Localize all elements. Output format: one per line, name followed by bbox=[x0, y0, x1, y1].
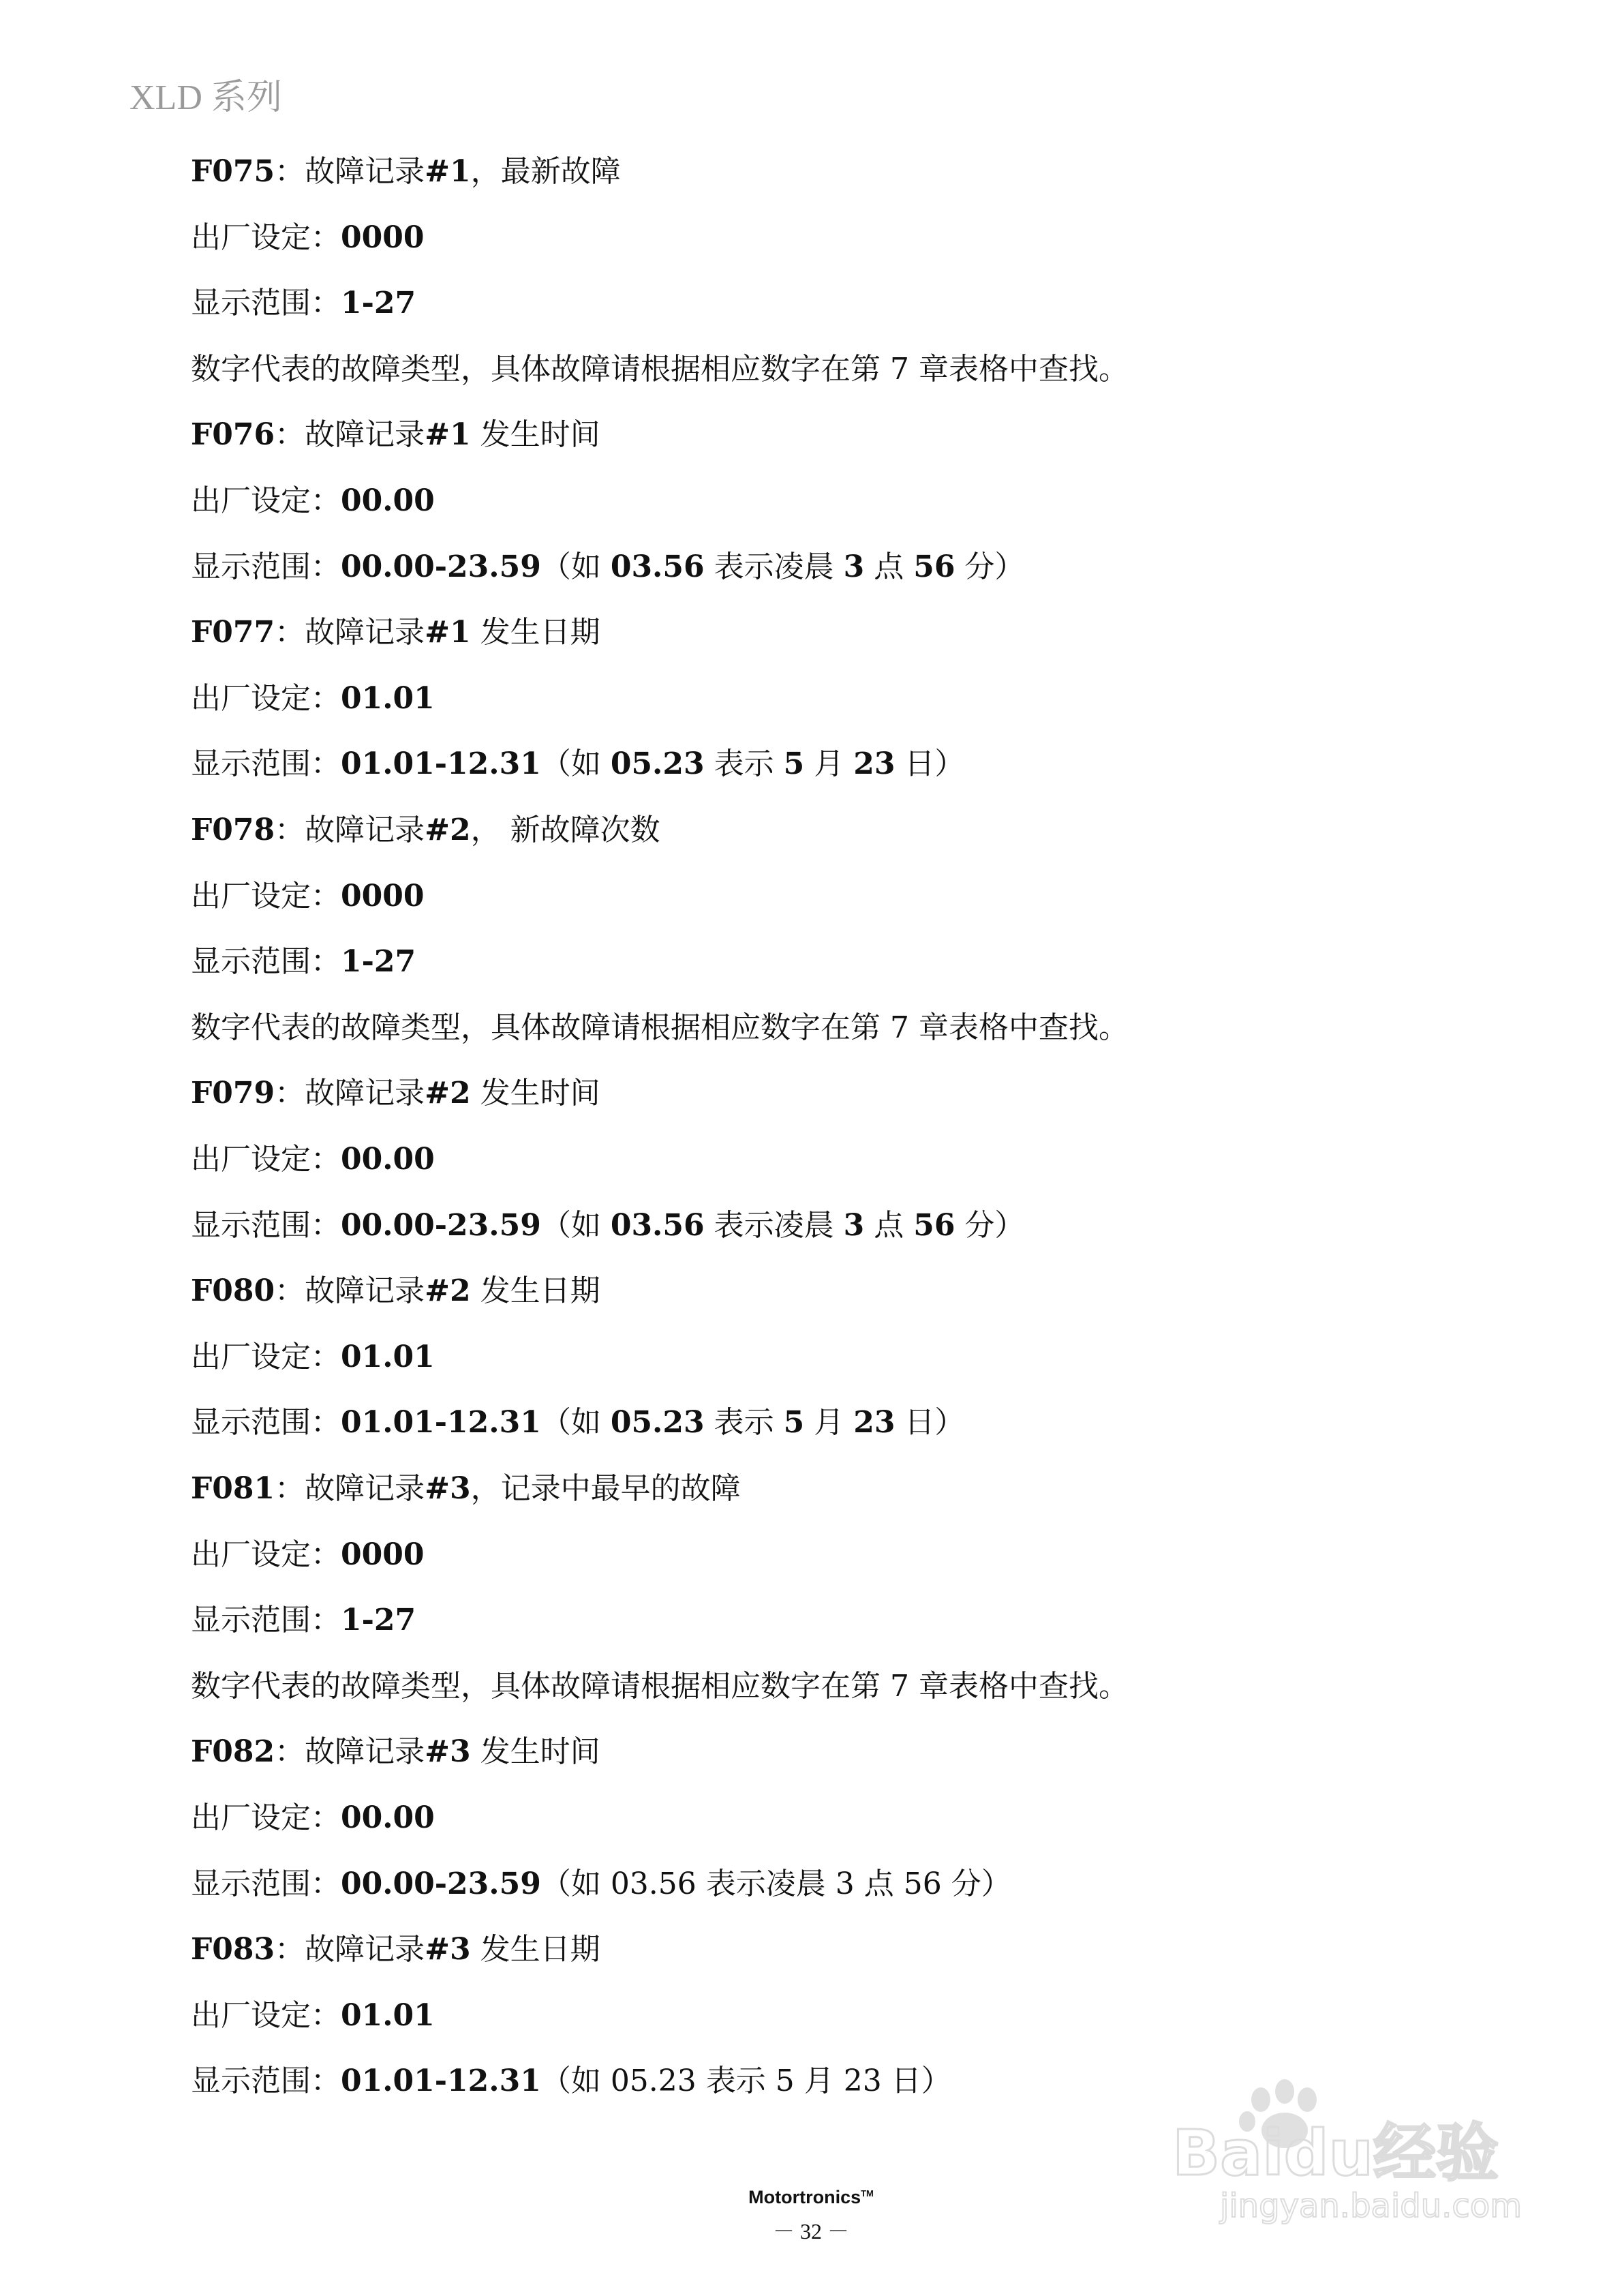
parameter-title: 故障记录 bbox=[305, 1273, 425, 1308]
field-value: 01.01-12.31 bbox=[341, 746, 541, 781]
field-label: 出厂设定： bbox=[191, 220, 341, 255]
field-label: 显示范围： bbox=[191, 549, 341, 584]
factory-setting-line bbox=[191, 217, 424, 258]
field-label: 出厂设定： bbox=[191, 879, 341, 913]
field-value: 01.01 bbox=[341, 681, 435, 716]
field-label: 显示范围： bbox=[191, 1603, 341, 1637]
trademark-mark: TM bbox=[861, 2188, 874, 2199]
footer-brand bbox=[0, 2187, 1622, 2208]
factory-setting-line bbox=[191, 1535, 424, 1575]
display-range-line bbox=[191, 1600, 416, 1641]
parameter-description: ，最新故障 bbox=[470, 154, 621, 189]
parameter-description: 发生日期 bbox=[470, 1932, 600, 1967]
example-note: （如 bbox=[540, 549, 611, 584]
parameter-title: 故障记录 bbox=[305, 1471, 425, 1506]
separator: ： bbox=[275, 1471, 305, 1506]
parameter-code: F079 bbox=[191, 1076, 275, 1111]
field-value: 0000 bbox=[341, 879, 425, 913]
field-value: 0000 bbox=[341, 220, 425, 255]
field-value: 01.01-12.31 bbox=[341, 1405, 541, 1440]
record-number: #2 bbox=[425, 1273, 471, 1308]
field-label: 显示范围： bbox=[191, 1208, 341, 1243]
factory-setting-line bbox=[191, 481, 435, 522]
record-number: #1 bbox=[425, 154, 471, 189]
display-range-line bbox=[191, 744, 964, 785]
example-note: 分） bbox=[955, 1208, 1025, 1243]
separator: ： bbox=[275, 615, 305, 650]
factory-setting-line bbox=[191, 876, 424, 917]
example-note: （如 bbox=[540, 1405, 611, 1440]
parameter-title: 故障记录 bbox=[305, 1734, 425, 1769]
description-line: 数字代表的故障类型，具体故障请根据相应数字在第 7 章表格中查找。 bbox=[191, 352, 1129, 387]
field-label: 显示范围： bbox=[191, 944, 341, 979]
display-range-line bbox=[191, 941, 416, 982]
parameter-title: 故障记录 bbox=[305, 154, 425, 189]
field-label: 出厂设定： bbox=[191, 681, 341, 716]
parameter-code: F083 bbox=[191, 1932, 275, 1967]
parameter-heading bbox=[191, 1271, 600, 1312]
separator: ： bbox=[275, 1932, 305, 1967]
record-number: #3 bbox=[425, 1932, 471, 1967]
example-note: 表示 bbox=[704, 746, 784, 781]
field-label: 显示范围： bbox=[191, 1405, 341, 1440]
parameter-title: 故障记录 bbox=[305, 813, 425, 847]
example-value: 03.56 bbox=[610, 549, 705, 584]
page-number: － 32 － bbox=[772, 2219, 849, 2244]
parameter-code: F077 bbox=[191, 615, 275, 650]
example-value: 23 bbox=[853, 1405, 896, 1440]
example-value: 3 bbox=[843, 1208, 865, 1243]
field-value: 00.00 bbox=[341, 1800, 435, 1835]
parameter-heading bbox=[191, 810, 660, 851]
parameter-code: F076 bbox=[191, 417, 275, 452]
parameter-code: F081 bbox=[191, 1471, 275, 1506]
record-number: #2 bbox=[425, 1076, 471, 1111]
parameter-description: ， 新故障次数 bbox=[470, 813, 660, 847]
field-label: 显示范围： bbox=[191, 1867, 341, 1901]
factory-setting-line bbox=[191, 678, 435, 719]
field-value: 00.00-23.59 bbox=[341, 1867, 541, 1901]
example-value: 5 bbox=[783, 1405, 805, 1440]
display-range-line bbox=[191, 283, 416, 324]
field-value: 00.00-23.59 bbox=[341, 1208, 541, 1243]
description-line: 数字代表的故障类型，具体故障请根据相应数字在第 7 章表格中查找。 bbox=[191, 1669, 1129, 1704]
field-value: 1-27 bbox=[341, 1603, 416, 1637]
example-note: （如 bbox=[540, 746, 611, 781]
parameter-title: 故障记录 bbox=[305, 615, 425, 650]
field-value: 00.00 bbox=[341, 483, 435, 518]
parameter-code: F080 bbox=[191, 1273, 275, 1308]
parameter-description: 发生时间 bbox=[470, 417, 600, 452]
separator: ： bbox=[275, 1076, 305, 1111]
field-value: 01.01 bbox=[341, 1998, 435, 2033]
field-label: 出厂设定： bbox=[191, 1998, 341, 2033]
example-note: 月 bbox=[804, 1405, 854, 1440]
example-note: （如 05.23 表示 5 月 23 日） bbox=[540, 2064, 951, 2098]
brand-name: Motortronics bbox=[748, 2187, 861, 2207]
parameter-title: 故障记录 bbox=[305, 1076, 425, 1111]
display-range-line bbox=[191, 2061, 951, 2102]
display-range-line bbox=[191, 1205, 1024, 1246]
parameter-heading bbox=[191, 1073, 600, 1114]
example-value: 56 bbox=[913, 1208, 955, 1243]
example-value: 05.23 bbox=[610, 1405, 705, 1440]
parameter-title: 故障记录 bbox=[305, 417, 425, 452]
parameter-heading bbox=[191, 1732, 600, 1772]
record-number: #2 bbox=[425, 813, 471, 847]
parameter-description: 发生日期 bbox=[470, 615, 600, 650]
example-note: 分） bbox=[955, 549, 1025, 584]
example-note: （如 bbox=[540, 1208, 611, 1243]
example-value: 03.56 bbox=[610, 1208, 705, 1243]
field-label: 出厂设定： bbox=[191, 1142, 341, 1177]
watermark-logo-text: Baidu经验 bbox=[1172, 2117, 1499, 2190]
parameter-heading bbox=[191, 1929, 600, 1970]
parameter-description: 发生日期 bbox=[470, 1273, 600, 1308]
field-value: 1-27 bbox=[341, 944, 416, 979]
example-value: 56 bbox=[913, 549, 955, 584]
factory-setting-line bbox=[191, 1139, 435, 1180]
example-note: 表示 bbox=[704, 1405, 784, 1440]
field-label: 出厂设定： bbox=[191, 1340, 341, 1374]
example-note: 表示凌晨 bbox=[704, 1208, 844, 1243]
example-value: 3 bbox=[843, 549, 865, 584]
parameter-code: F078 bbox=[191, 813, 275, 847]
parameter-code: F082 bbox=[191, 1734, 275, 1769]
example-note: 点 bbox=[864, 1208, 914, 1243]
example-note: （如 03.56 表示凌晨 3 点 56 分） bbox=[540, 1867, 1011, 1901]
separator: ： bbox=[275, 1734, 305, 1769]
parameter-description: ，记录中最早的故障 bbox=[470, 1471, 741, 1506]
example-note: 表示凌晨 bbox=[704, 549, 844, 584]
example-value: 5 bbox=[783, 746, 805, 781]
field-value: 01.01-12.31 bbox=[341, 2064, 541, 2098]
parameter-description: 发生时间 bbox=[470, 1076, 600, 1111]
example-note: 日） bbox=[895, 746, 965, 781]
parameter-title: 故障记录 bbox=[305, 1932, 425, 1967]
parameter-heading bbox=[191, 151, 621, 192]
field-value: 0000 bbox=[341, 1537, 425, 1572]
separator: ： bbox=[275, 813, 305, 847]
record-number: #3 bbox=[425, 1734, 471, 1769]
record-number: #1 bbox=[425, 615, 471, 650]
example-note: 点 bbox=[864, 549, 914, 584]
series-header: XLD 系列 bbox=[129, 78, 282, 117]
display-range-line bbox=[191, 1402, 964, 1443]
record-number: #1 bbox=[425, 417, 471, 452]
parameter-heading bbox=[191, 1468, 741, 1509]
factory-setting-line bbox=[191, 1337, 435, 1378]
example-value: 05.23 bbox=[610, 746, 705, 781]
field-label: 出厂设定： bbox=[191, 483, 341, 518]
field-value: 00.00 bbox=[341, 1142, 435, 1177]
record-number: #3 bbox=[425, 1471, 471, 1506]
example-note: 日） bbox=[895, 1405, 965, 1440]
parameter-heading bbox=[191, 414, 600, 455]
separator: ： bbox=[275, 417, 305, 452]
display-range-line bbox=[191, 547, 1024, 588]
example-note: 月 bbox=[804, 746, 854, 781]
watermark-url-text: jingyan.baidu.com bbox=[1220, 2187, 1522, 2225]
field-value: 00.00-23.59 bbox=[341, 549, 541, 584]
display-range-line bbox=[191, 1864, 1011, 1905]
separator: ： bbox=[275, 154, 305, 189]
parameter-description: 发生时间 bbox=[470, 1734, 600, 1769]
field-label: 显示范围： bbox=[191, 2064, 341, 2098]
field-value: 01.01 bbox=[341, 1340, 435, 1374]
field-label: 显示范围： bbox=[191, 746, 341, 781]
factory-setting-line bbox=[191, 1995, 435, 2036]
parameter-heading bbox=[191, 612, 600, 653]
field-value: 1-27 bbox=[341, 286, 416, 320]
parameter-code: F075 bbox=[191, 154, 275, 189]
field-label: 出厂设定： bbox=[191, 1537, 341, 1572]
separator: ： bbox=[275, 1273, 305, 1308]
description-line: 数字代表的故障类型，具体故障请根据相应数字在第 7 章表格中查找。 bbox=[191, 1010, 1129, 1045]
example-value: 23 bbox=[853, 746, 896, 781]
field-label: 出厂设定： bbox=[191, 1800, 341, 1835]
factory-setting-line bbox=[191, 1798, 435, 1839]
field-label: 显示范围： bbox=[191, 286, 341, 320]
